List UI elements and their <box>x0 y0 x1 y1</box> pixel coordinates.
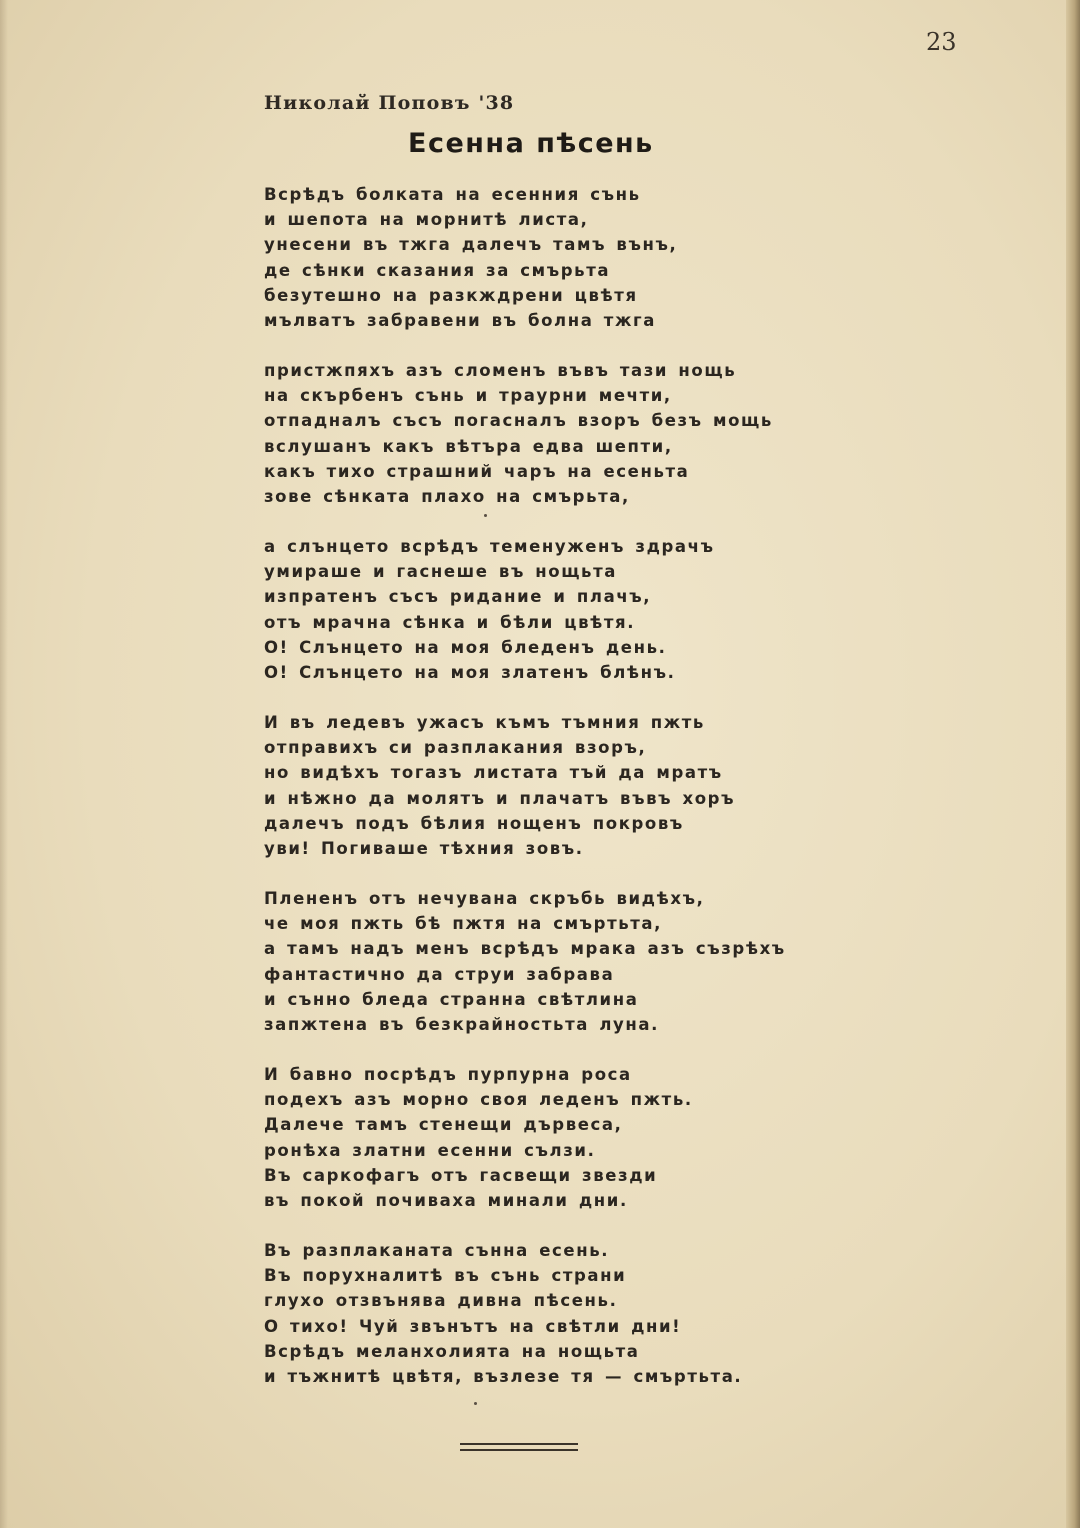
poem-line: Въ порухналитѣ въ сънь страни <box>264 1266 627 1286</box>
poem-line: Плененъ отъ нечувана скръбь видѣхъ, <box>264 889 705 908</box>
poem-line: въ покой почиваха минали дни. <box>264 1190 628 1210</box>
stanza-6 <box>264 1062 824 1213</box>
poem-line: запжтена въ безкрайностьта луна. <box>264 1014 659 1034</box>
poem-line: но видѣхъ тогазъ листата тъй да мратъ <box>264 763 723 783</box>
poem-line: че моя пжть бѣ пжтя на смъртьта, <box>264 914 663 934</box>
poem-line: Въ разплаканата сънна есень. <box>264 1241 610 1260</box>
stanza-3 <box>264 534 824 685</box>
poem-line: унесени въ тжга далечъ тамъ вънъ, <box>264 235 678 255</box>
stanza-4 <box>264 710 824 861</box>
print-speck <box>484 514 487 517</box>
stanza-2 <box>264 358 824 509</box>
poem-line: отъ мрачна сѣнка и бѣли цвѣтя. <box>264 612 636 632</box>
poem-line: Въ саркофагъ отъ гасвещи звезди <box>264 1165 658 1185</box>
poem-line: безутешно на разкждрени цвѣтя <box>264 285 638 305</box>
poem-line: О! Слънцето на моя златенъ блѣнъ. <box>264 662 676 682</box>
poem-line: О тихо! Чуй звънътъ на свѣтли дни! <box>264 1316 682 1336</box>
poem-line: вслушанъ какъ вѣтъра едва шепти, <box>264 436 673 456</box>
poem-title: Есенна пѣсень <box>408 128 654 159</box>
poem-line: и сънно бледа странна свѣтлина <box>264 989 639 1009</box>
poem-line: изпратенъ съсъ ридание и плачъ, <box>264 587 652 607</box>
poem-line: умираше и гаснеше въ нощьта <box>264 562 617 582</box>
poem-line: мълватъ забравени въ болна тжга <box>264 310 656 330</box>
poem-line: Далече тамъ стенещи дървеса, <box>264 1115 623 1135</box>
poem-line: и нѣжно да молятъ и плачатъ въвъ хоръ <box>264 788 736 808</box>
stanza-5 <box>264 886 824 1037</box>
print-speck <box>474 1402 477 1405</box>
poem-line: де сѣнки сказания за смърьта <box>264 260 611 280</box>
poem-line: подехъ азъ морно своя леденъ пжть. <box>264 1090 693 1110</box>
poem-line: И бавно посрѣдъ пурпурна роса <box>264 1065 632 1084</box>
poem-line: на скърбенъ сънь и траурни мечти, <box>264 386 672 406</box>
end-rule-top <box>460 1443 578 1445</box>
poem-line: уви! Погиваше тѣхния зовъ. <box>264 838 584 858</box>
poem-line: глухо отзвънява дивна пѣсень. <box>264 1291 618 1311</box>
poem-line: далечъ подъ бѣлия нощенъ покровъ <box>264 813 684 833</box>
poem-line: зове сѣнката плахо на смърьта, <box>264 486 630 506</box>
poem-line: а тамъ надъ менъ всрѣдъ мрака азъ съзрѣхъ <box>264 939 786 959</box>
page-gutter-shadow <box>0 0 8 1528</box>
poem-line: какъ тихо страшний чаръ на есеньта <box>264 461 690 481</box>
poem-line: И въ ледевъ ужасъ къмъ тъмния пжть <box>264 713 705 732</box>
poem-line: пристжпяхъ азъ сломенъ въвъ тази нощь <box>264 361 737 380</box>
poem-line: отпадналъ съсъ погасналъ взоръ безъ мощь <box>264 411 773 431</box>
poem-line: и шепота на морнитѣ листа, <box>264 210 589 230</box>
end-rule-bottom <box>460 1449 578 1451</box>
page-number: 23 <box>926 28 957 56</box>
stanza-7 <box>264 1238 824 1389</box>
poem-line: ронѣха златни есенни сълзи. <box>264 1140 596 1160</box>
poem-line: О! Слънцето на моя бледенъ день. <box>264 637 667 657</box>
poem-line: Всрѣдъ меланхолията на нощьта <box>264 1341 640 1361</box>
poem-line: а слънцето всрѣдъ теменуженъ здрачъ <box>264 537 715 556</box>
author-byline: Николай Поповъ '38 <box>264 92 515 114</box>
poem-line: и тъжнитѣ цвѣтя, възлезе тя — смъртьта. <box>264 1366 743 1386</box>
page-edge <box>1066 0 1080 1528</box>
poem-line: фантастично да струи забрава <box>264 964 615 984</box>
poem-line: отправихъ си разплакания взоръ, <box>264 738 647 758</box>
stanza-1 <box>264 182 824 333</box>
poem-line: Всрѣдъ болката на есенния сънь <box>264 185 641 204</box>
